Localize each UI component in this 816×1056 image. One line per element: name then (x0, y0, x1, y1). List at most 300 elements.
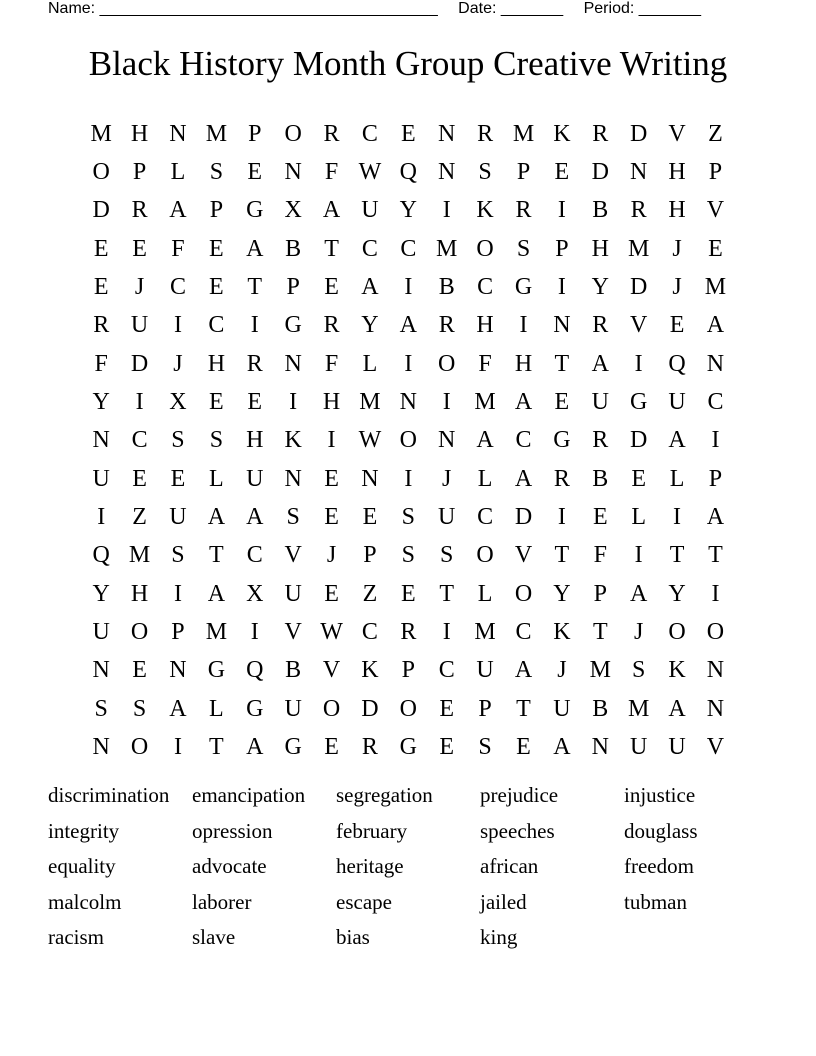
grid-letter[interactable]: R (93, 312, 110, 339)
grid-letter[interactable]: L (362, 350, 378, 377)
grid-letter[interactable]: U (668, 734, 686, 761)
grid-letter[interactable]: I (557, 274, 566, 301)
grid-letter[interactable]: L (477, 580, 493, 607)
grid-letter[interactable]: E (324, 274, 339, 301)
grid-letter[interactable]: R (592, 120, 609, 147)
grid-letter[interactable]: T (516, 695, 531, 722)
grid-letter[interactable]: G (207, 657, 226, 684)
grid-letter[interactable]: E (170, 465, 186, 492)
grid-letter[interactable]: K (668, 657, 686, 684)
grid-letter[interactable]: P (286, 274, 300, 301)
grid-letter[interactable]: S (631, 657, 646, 684)
grid-letter[interactable]: D (629, 120, 648, 147)
grid-letter[interactable]: P (593, 580, 607, 607)
grid-letter[interactable]: V (322, 657, 341, 684)
grid-letter[interactable]: U (169, 504, 187, 531)
grid-letter[interactable]: T (554, 350, 570, 377)
grid-letter[interactable]: F (324, 350, 339, 377)
grid-letter[interactable]: N (438, 427, 456, 454)
grid-letter[interactable]: E (132, 465, 147, 492)
grid-letter[interactable]: U (92, 619, 110, 646)
grid-letter[interactable]: M (704, 274, 727, 301)
grid-letter[interactable]: I (557, 504, 566, 531)
grid-letter[interactable]: Z (362, 580, 378, 607)
grid-letter[interactable]: J (672, 235, 682, 262)
grid-letter[interactable]: J (633, 619, 644, 646)
grid-letter[interactable]: I (404, 350, 413, 377)
grid-letter[interactable]: H (668, 159, 686, 186)
grid-letter[interactable]: A (553, 734, 571, 761)
grid-letter[interactable]: G (553, 427, 571, 454)
grid-letter[interactable]: V (706, 734, 725, 761)
grid-letter[interactable]: R (323, 312, 340, 339)
grid-letter[interactable]: I (711, 580, 720, 607)
grid-letter[interactable]: O (476, 542, 494, 569)
grid-letter[interactable]: A (668, 427, 686, 454)
grid-letter[interactable]: E (516, 734, 531, 761)
grid-letter[interactable]: E (247, 159, 263, 186)
grid-letter[interactable]: Y (591, 274, 609, 301)
grid-letter[interactable]: A (706, 312, 725, 339)
grid-letter[interactable]: S (209, 427, 224, 454)
grid-letter[interactable]: W (320, 619, 343, 646)
grid-letter[interactable]: E (708, 235, 723, 262)
grid-letter[interactable]: M (128, 542, 151, 569)
grid-letter[interactable]: O (668, 619, 686, 646)
grid-letter[interactable]: U (476, 657, 494, 684)
grid-letter[interactable]: C (438, 657, 455, 684)
grid-letter[interactable]: C (169, 274, 186, 301)
grid-letter[interactable]: L (631, 504, 646, 531)
grid-letter[interactable]: C (515, 619, 532, 646)
grid-letter[interactable]: A (246, 734, 264, 761)
grid-letter[interactable]: O (706, 619, 725, 646)
date-field[interactable]: Date: _______ (458, 0, 564, 17)
grid-letter[interactable]: E (554, 389, 570, 416)
grid-letter[interactable]: R (400, 619, 417, 646)
grid-letter[interactable]: P (708, 465, 723, 492)
grid-letter[interactable]: I (442, 389, 451, 416)
grid-letter[interactable]: O (284, 120, 302, 147)
grid-letter[interactable]: R (131, 197, 148, 224)
name-field[interactable]: Name: ______________________________________ (48, 0, 438, 17)
grid-letter[interactable]: G (246, 197, 264, 224)
grid-letter[interactable]: P (478, 695, 492, 722)
grid-letter[interactable]: T (209, 734, 224, 761)
grid-letter[interactable]: R (553, 465, 570, 492)
grid-letter[interactable]: S (132, 695, 147, 722)
grid-letter[interactable]: L (170, 159, 186, 186)
grid-letter[interactable]: A (514, 657, 533, 684)
grid-letter[interactable]: J (442, 465, 452, 492)
grid-letter[interactable]: I (557, 197, 566, 224)
grid-letter[interactable]: I (289, 389, 298, 416)
grid-letter[interactable]: U (92, 465, 110, 492)
grid-letter[interactable]: N (284, 350, 302, 377)
grid-letter[interactable]: E (554, 159, 570, 186)
grid-letter[interactable]: U (284, 695, 302, 722)
grid-letter[interactable]: W (358, 159, 382, 186)
grid-letter[interactable]: D (361, 695, 379, 722)
grid-letter[interactable]: Y (361, 312, 379, 339)
grid-letter[interactable]: M (589, 657, 611, 684)
grid-letter[interactable]: I (404, 274, 413, 301)
grid-letter[interactable]: U (668, 389, 686, 416)
grid-letter[interactable]: A (514, 465, 533, 492)
grid-letter[interactable]: X (169, 389, 187, 416)
grid-letter[interactable]: Q (92, 542, 110, 569)
grid-letter[interactable]: M (474, 619, 496, 646)
grid-letter[interactable]: Y (399, 197, 417, 224)
grid-letter[interactable]: N (361, 465, 379, 492)
grid-letter[interactable]: L (477, 465, 493, 492)
grid-letter[interactable]: Z (708, 120, 723, 147)
grid-letter[interactable]: C (131, 427, 148, 454)
grid-letter[interactable]: V (629, 312, 648, 339)
grid-letter[interactable]: E (324, 734, 339, 761)
grid-letter[interactable]: D (629, 274, 648, 301)
grid-letter[interactable]: S (209, 159, 224, 186)
grid-letter[interactable]: E (209, 389, 224, 416)
grid-letter[interactable]: V (284, 542, 302, 569)
grid-letter[interactable]: G (629, 389, 648, 416)
grid-letter[interactable]: H (514, 350, 533, 377)
grid-letter[interactable]: T (669, 542, 685, 569)
grid-letter[interactable]: Y (553, 580, 571, 607)
grid-letter[interactable]: H (591, 235, 609, 262)
grid-letter[interactable]: I (634, 542, 643, 569)
grid-letter[interactable]: N (591, 734, 609, 761)
grid-letter[interactable]: S (171, 427, 185, 454)
grid-letter[interactable]: A (668, 695, 686, 722)
grid-letter[interactable]: X (246, 580, 264, 607)
grid-letter[interactable]: D (591, 159, 609, 186)
grid-letter[interactable]: J (557, 657, 567, 684)
grid-letter[interactable]: S (516, 235, 531, 262)
grid-letter[interactable]: N (706, 695, 725, 722)
grid-letter[interactable]: R (592, 427, 609, 454)
grid-letter[interactable]: N (92, 657, 110, 684)
grid-letter[interactable]: C (208, 312, 225, 339)
grid-letter[interactable]: F (171, 235, 185, 262)
grid-letter[interactable]: D (629, 427, 648, 454)
grid-letter[interactable]: U (553, 695, 571, 722)
grid-letter[interactable]: E (247, 389, 263, 416)
grid-letter[interactable]: O (322, 695, 341, 722)
grid-letter[interactable]: F (478, 350, 492, 377)
grid-letter[interactable]: G (246, 695, 264, 722)
word-bank-item: laborer (192, 889, 252, 914)
grid-letter[interactable]: J (173, 350, 183, 377)
grid-letter[interactable]: A (629, 580, 648, 607)
grid-letter[interactable]: P (555, 235, 569, 262)
grid-letter[interactable]: N (92, 427, 110, 454)
grid-letter[interactable]: S (401, 504, 415, 531)
grid-letter[interactable]: A (246, 235, 264, 262)
grid-letter[interactable]: R (515, 197, 532, 224)
grid-letter[interactable]: I (250, 312, 259, 339)
grid-letter[interactable]: S (478, 734, 492, 761)
grid-letter[interactable]: B (285, 235, 302, 262)
grid-letter[interactable]: G (514, 274, 533, 301)
grid-letter[interactable]: Y (668, 580, 686, 607)
grid-letter[interactable]: R (630, 197, 647, 224)
grid-letter[interactable]: I (135, 389, 144, 416)
grid-letter[interactable]: S (286, 504, 300, 531)
grid-letter[interactable]: Y (92, 389, 110, 416)
grid-letter[interactable]: I (519, 312, 528, 339)
grid-letter[interactable]: O (130, 619, 149, 646)
grid-letter[interactable]: I (634, 350, 643, 377)
grid-letter[interactable]: V (284, 619, 302, 646)
grid-letter[interactable]: U (361, 197, 379, 224)
grid-letter[interactable]: M (627, 695, 650, 722)
grid-letter[interactable]: F (94, 350, 108, 377)
grid-letter[interactable]: K (553, 619, 571, 646)
grid-letter[interactable]: A (591, 350, 609, 377)
grid-letter[interactable]: W (358, 427, 382, 454)
grid-letter[interactable]: I (250, 619, 259, 646)
grid-letter[interactable]: U (629, 734, 648, 761)
grid-letter[interactable]: E (324, 465, 339, 492)
grid-letter[interactable]: B (285, 657, 302, 684)
grid-letter[interactable]: C (477, 504, 494, 531)
grid-letter[interactable]: T (247, 274, 263, 301)
grid-letter[interactable]: V (668, 120, 686, 147)
word-bank-item: prejudice (480, 783, 559, 807)
word-bank-item: february (336, 818, 408, 843)
grid-letter[interactable]: M (627, 235, 650, 262)
grid-letter[interactable]: U (246, 465, 264, 492)
grid-letter[interactable]: F (593, 542, 607, 569)
grid-letter[interactable]: N (706, 657, 725, 684)
grid-letter[interactable]: Y (92, 580, 110, 607)
grid-letter[interactable]: O (92, 159, 110, 186)
grid-letter[interactable]: E (400, 580, 416, 607)
grid-letter[interactable]: M (205, 120, 228, 147)
grid-letter[interactable]: C (361, 120, 378, 147)
grid-letter[interactable]: I (173, 734, 182, 761)
grid-letter[interactable]: A (322, 197, 341, 224)
grid-letter[interactable]: A (169, 695, 187, 722)
grid-letter[interactable]: T (592, 619, 608, 646)
grid-letter[interactable]: A (207, 580, 226, 607)
grid-letter[interactable]: E (400, 120, 416, 147)
grid-letter[interactable]: P (708, 159, 723, 186)
grid-letter[interactable]: J (134, 274, 145, 301)
grid-letter[interactable]: S (94, 695, 108, 722)
grid-letter[interactable]: E (93, 274, 109, 301)
grid-letter[interactable]: S (478, 159, 492, 186)
grid-letter[interactable]: A (476, 427, 494, 454)
grid-letter[interactable]: C (400, 235, 417, 262)
grid-letter[interactable]: I (711, 427, 720, 454)
grid-letter[interactable]: C (246, 542, 263, 569)
grid-letter[interactable]: T (324, 235, 339, 262)
grid-letter[interactable]: E (439, 695, 455, 722)
grid-letter[interactable]: V (706, 197, 725, 224)
grid-letter[interactable]: M (436, 235, 458, 262)
grid-letter[interactable]: A (169, 197, 187, 224)
grid-letter[interactable]: N (438, 120, 456, 147)
grid-letter[interactable]: M (474, 389, 496, 416)
word-bank-item: slave (192, 925, 236, 950)
grid-letter[interactable]: C (361, 619, 378, 646)
grid-letter[interactable]: B (592, 695, 609, 722)
grid-letter[interactable]: M (512, 120, 535, 147)
grid-letter[interactable]: E (132, 657, 147, 684)
grid-letter[interactable]: N (169, 657, 187, 684)
grid-letter[interactable]: D (130, 350, 149, 377)
grid-letter[interactable]: E (362, 504, 378, 531)
grid-letter[interactable]: U (284, 580, 302, 607)
grid-letter[interactable]: E (439, 734, 455, 761)
grid-letter[interactable]: U (438, 504, 456, 531)
grid-letter[interactable]: H (130, 120, 149, 147)
grid-letter[interactable]: T (209, 542, 224, 569)
grid-letter[interactable]: X (284, 197, 302, 224)
grid-letter[interactable]: C (361, 235, 378, 262)
grid-letter[interactable]: E (93, 235, 109, 262)
grid-letter[interactable]: R (438, 312, 455, 339)
grid-letter[interactable]: A (207, 504, 226, 531)
grid-letter[interactable]: O (130, 734, 149, 761)
grid-letter[interactable]: I (173, 312, 182, 339)
grid-letter[interactable]: J (326, 542, 337, 569)
grid-letter[interactable]: P (248, 120, 262, 147)
grid-letter[interactable]: E (631, 465, 646, 492)
grid-letter[interactable]: V (514, 542, 533, 569)
grid-letter[interactable]: P (132, 159, 147, 186)
grid-letter[interactable]: N (399, 389, 417, 416)
grid-letter[interactable]: N (169, 120, 187, 147)
grid-letter[interactable]: I (173, 580, 182, 607)
grid-letter[interactable]: O (476, 235, 494, 262)
grid-letter[interactable]: I (404, 465, 413, 492)
grid-letter[interactable]: I (327, 427, 336, 454)
grid-letter[interactable]: B (592, 197, 609, 224)
grid-letter[interactable]: U (591, 389, 609, 416)
grid-letter[interactable]: T (439, 580, 455, 607)
grid-letter[interactable]: A (361, 274, 379, 301)
grid-letter[interactable]: B (592, 465, 609, 492)
grid-letter[interactable]: F (324, 159, 339, 186)
grid-letter[interactable]: C (707, 389, 724, 416)
grid-letter[interactable]: A (246, 504, 264, 531)
grid-letter[interactable]: I (673, 504, 682, 531)
grid-letter[interactable]: O (399, 427, 417, 454)
grid-letter[interactable]: A (514, 389, 533, 416)
grid-letter[interactable]: H (207, 350, 226, 377)
word-bank-item: malcolm (48, 889, 122, 914)
word-bank-item: integrity (48, 818, 120, 843)
grid-letter[interactable]: R (361, 734, 378, 761)
grid-letter[interactable]: K (361, 657, 379, 684)
grid-letter[interactable]: H (476, 312, 494, 339)
grid-letter[interactable]: O (514, 580, 533, 607)
word-bank-item: tubman (624, 889, 687, 914)
grid-letter[interactable]: E (132, 235, 147, 262)
grid-letter[interactable]: M (359, 389, 381, 416)
grid-letter[interactable]: H (668, 197, 686, 224)
grid-letter[interactable]: G (284, 312, 302, 339)
grid-letter[interactable]: Q (668, 350, 686, 377)
grid-letter[interactable]: I (97, 504, 106, 531)
grid-letter[interactable]: I (442, 619, 451, 646)
grid-letter[interactable]: G (284, 734, 302, 761)
grid-letter[interactable]: S (171, 542, 185, 569)
grid-letter[interactable]: C (477, 274, 494, 301)
period-field[interactable]: Period: _______ (583, 0, 702, 17)
grid-letter[interactable]: O (399, 695, 417, 722)
grid-letter[interactable]: A (399, 312, 417, 339)
grid-letter[interactable]: P (171, 619, 185, 646)
grid-letter[interactable]: T (708, 542, 723, 569)
word-bank-item: racism (48, 925, 104, 950)
grid-letter[interactable]: M (90, 120, 112, 147)
grid-letter[interactable]: R (246, 350, 263, 377)
grid-letter[interactable]: N (629, 159, 648, 186)
grid-letter[interactable]: K (476, 197, 494, 224)
grid-letter[interactable]: N (92, 734, 110, 761)
grid-letter[interactable]: N (438, 159, 456, 186)
grid-letter[interactable]: S (440, 542, 454, 569)
grid-letter[interactable]: N (284, 465, 302, 492)
grid-letter[interactable]: U (130, 312, 149, 339)
grid-letter[interactable]: A (706, 504, 725, 531)
grid-letter[interactable]: H (130, 580, 149, 607)
grid-letter[interactable]: M (205, 619, 228, 646)
grid-letter[interactable]: E (592, 504, 608, 531)
grid-letter[interactable]: E (209, 235, 224, 262)
grid-letter[interactable]: H (246, 427, 264, 454)
grid-letter[interactable]: I (442, 197, 451, 224)
grid-letter[interactable]: E (324, 580, 339, 607)
grid-letter[interactable]: N (706, 350, 725, 377)
grid-letter[interactable]: E (209, 274, 224, 301)
grid-letter[interactable]: P (516, 159, 531, 186)
grid-letter[interactable]: S (401, 542, 415, 569)
grid-letter[interactable]: P (209, 197, 224, 224)
grid-letter[interactable]: R (592, 312, 609, 339)
grid-letter[interactable]: L (209, 465, 224, 492)
grid-letter[interactable]: P (401, 657, 415, 684)
grid-letter[interactable]: T (554, 542, 570, 569)
grid-letter[interactable]: E (324, 504, 339, 531)
grid-letter[interactable]: H (322, 389, 341, 416)
grid-letter[interactable]: R (323, 120, 340, 147)
grid-letter[interactable]: C (515, 427, 532, 454)
grid-letter[interactable]: R (477, 120, 494, 147)
grid-letter[interactable]: Q (399, 159, 417, 186)
grid-letter[interactable]: N (553, 312, 571, 339)
grid-letter[interactable]: D (514, 504, 533, 531)
grid-letter[interactable]: P (363, 542, 377, 569)
grid-letter[interactable]: B (438, 274, 455, 301)
grid-letter[interactable]: J (672, 274, 682, 301)
grid-letter[interactable]: K (553, 120, 571, 147)
grid-letter[interactable]: Z (132, 504, 147, 531)
grid-letter[interactable]: Q (246, 657, 264, 684)
grid-letter[interactable]: E (669, 312, 685, 339)
grid-letter[interactable]: G (399, 734, 417, 761)
grid-letter[interactable]: N (284, 159, 302, 186)
grid-letter[interactable]: D (92, 197, 110, 224)
grid-letter[interactable]: O (438, 350, 456, 377)
grid-letter[interactable]: L (669, 465, 685, 492)
grid-letter[interactable]: L (209, 695, 224, 722)
grid-letter[interactable]: K (284, 427, 302, 454)
